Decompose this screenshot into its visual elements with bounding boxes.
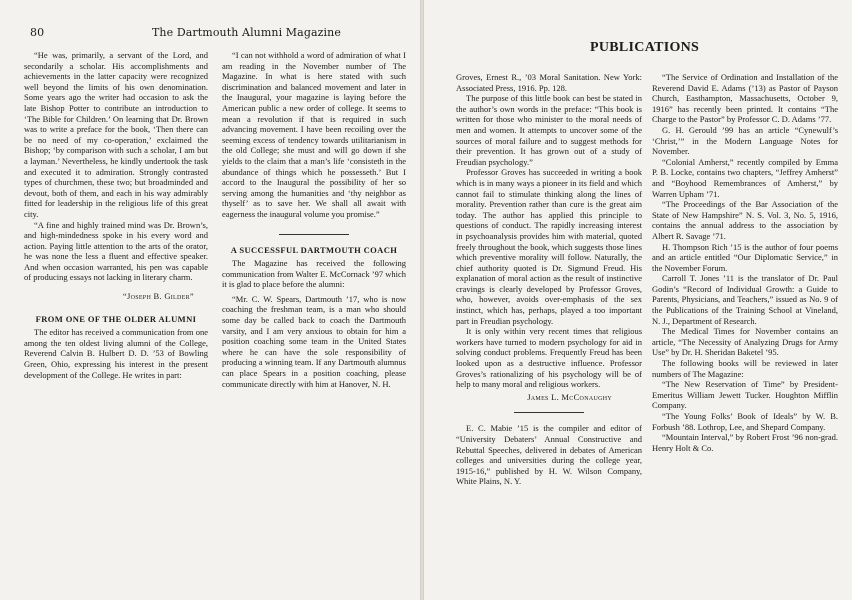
paragraph: “The Service of Ordination and Installation of the Reverend David E. Adams (’13) as Pastor of Payson Church, Easthampton, Massachusetts, October 9, 1916” has recently been printed. It contains “The Charge to the Pastor” by Professor C. D. Adams ’77.	[652, 72, 838, 125]
left-column-1	[24, 50, 208, 380]
right-page	[424, 0, 852, 600]
paragraph: The purpose of this little book can best be stated in the author’s own words in the preface: “This book is written for those who minister to the moral needs of men and women. It attempts to uncover some of the sources of moral failure and to suggest methods for their prevention. It has grown out of a study of Freudian psychology.”	[456, 93, 642, 167]
paragraph: “Mr. C. W. Spears, Dartmouth ’17, who is now coaching the freshman team, is a man who should some day be called back to coach the Dartmouth varsity, and I am very anxious to obtain for him a position coaching some team in the United States where he can have the sole responsibility of producing a winning team. If any Dartmouth alumnus can place Spears in a position coaching, please communicate directly with him at Hanover, N. H.	[222, 293, 406, 389]
book-citation: Groves, Ernest R., ’03 Moral Sanitation. New York: Associated Press, 1916. Pp. 128.	[456, 72, 642, 93]
paragraph: “Colonial Amherst,” recently compiled by Emma P. B. Locke, contains two chapters, “Jeffrey Amherst” and “Boyhood Remembrances of Amherst,” by Warren Upham ’71.	[652, 156, 838, 199]
paragraph: Carroll T. Jones ’11 is the translator of Dr. Paul Godin’s “Record of Individual Growth: a Guide to Parents, Physicians, and Teachers,” issued as No. 9 of the Publications of the Training School at Vineland, N. J., Department of Research.	[652, 273, 838, 326]
page-number: 80	[30, 26, 45, 39]
paragraph: It is only within very recent times that religious workers have turned to modern psychology for aid in solving conduct problems. Frequently Freud has been looked upon as a destructive influence. Professor Groves’s rationalizing of his psychology will be of help to many moral and religious workers.	[456, 326, 642, 390]
signature: “Joseph B. Gilder”	[122, 291, 194, 302]
book-listing: “Mountain Interval,” by Robert Frost ’96 non-grad. Henry Holt & Co.	[652, 432, 838, 453]
paragraph: The Medical Times for November contains an article, “The Necessity of Analyzing Drugs for Army Use” by Dr. H. Sheridan Baketel ’95.	[652, 326, 838, 358]
paragraph: The Magazine has received the following communication from Walter E. McCornack ’97 which it is glad to place before the alumni:	[222, 258, 406, 290]
section-title: PUBLICATIONS	[590, 40, 700, 55]
left-column-2	[222, 50, 406, 389]
paragraph: “I can not withhold a word of admiration of what I am reading in the November number of The Magazine. In what is here stated with such discrimination and balanced movement and later in the Inaugural, your magazine is laying before the American public a new order of college. It seems to mean a revolution if that is required in such advancing movement. I have been recoiling over the seeming excess of tendency towards utilitarianism in the old College; she must and will go down if she yields to the claim that a man’s life ‘consisteth in the abundance of things which he possesseth.’ But I accord to the Inaugural the possibility of her so serving among the humanities and ‘thy neighbor as thyself’ as to save her. We shall all await with eagerness the inaugural volume you promise.”	[222, 50, 406, 219]
right-column-1	[456, 72, 642, 487]
paragraph: Professor Groves has succeeded in writing a book which is in many ways a pioneer in its field and which cannot fail to stimulate thinking along the lines of morality. Prevention rather than cure is the great aim today. The author has applied this principle to questions of conduct. The rapidly increasing interest in psychoanalysis provides him with material, quoted freely throughout the book, which suggests those lines which preventive morality will follow. Naturally, the chief authority quoted is Dr. Sigmund Freud. His explanation of moral action as the result of instinctive cravings is clearly developed by Professor Groves, who, however, avoids over-emphasis of the sex instinct, which has, perhaps, played a too important part in Freudian psychology.	[456, 167, 642, 326]
divider	[514, 412, 584, 413]
section-heading: FROM ONE OF THE OLDER ALUMNI	[35, 313, 197, 324]
paragraph: “The Proceedings of the Bar Association of the State of New Hampshire” N. S. Vol. 3, No. 5, 1916, contains the annual address to the association by Albert R. Savage ’71.	[652, 199, 838, 241]
paragraph: E. C. Mabie ’15 is the compiler and editor of “University Debaters’ Annual Constructive and Rebuttal Speeches, delivered in debates of American colleges and universities during the college year, 1915-16,” published by H. W. Wilson Company, White Plains, N. Y.	[456, 423, 642, 487]
running-head: The Dartmouth Alumni Magazine	[152, 26, 341, 39]
section-heading: A SUCCESSFUL DARTMOUTH COACH	[230, 244, 398, 255]
paragraph: The following books will be reviewed in later numbers of The Magazine:	[652, 358, 838, 379]
paragraph: “He was, primarily, a servant of the Lord, and secondarily a scholar. His accomplishments and achievements in the latter capacity were recognized well beyond the limits of his own denomination. Some years ago the writer had occasion to ask the late Bishop Potter to contribute an introduction to ‘The Bible for Children.’ On learning that Dr. Brown was to write a preface for the book, ‘Then there can be no need of my co-operation,’ exclaimed the Bishop; ‘by comparison with such a scholar, I am but a layman.’ Nevertheless, he kindly undertook the task and executed it to admiration. Strongly contrasted types of churchmen, these two; but broadminded and devout, both of them, and each in his way admirably fitted for leadership in the religious life of this great city.	[24, 50, 208, 219]
left-page	[0, 0, 420, 600]
paragraph: “A fine and highly trained mind was Dr. Brown’s, and high-mindedness spoke in his every word and action. Paying little attention to the arts of the orator, he was none the less a fluent and effective speaker. And when occasion warranted, his pen was capable of producing essays not lacking in literary charm.	[24, 219, 208, 283]
book-listing: “The New Reservation of Time” by President-Emeritus William Jewett Tucker. Houghton Mifflin Company.	[652, 379, 838, 411]
divider	[279, 234, 349, 235]
right-column-2	[652, 72, 838, 453]
book-listing: “The Young Folks’ Book of Ideals” by W. B. Forbush ’88. Lothrop, Lee, and Shepard Company.	[652, 411, 838, 432]
paragraph: The editor has received a communication from one among the ten oldest living alumni of the College, Reverend Calvin B. Hulbert D. D. ’53 of Bowling Green, Ohio, expressing his interest in the present development of the College. He writes in part:	[24, 327, 208, 380]
paragraph: H. Thompson Rich ’15 is the author of four poems and an article entitled “Our Diplomatic Service,” in the November Forum.	[652, 241, 838, 273]
paragraph: G. H. Gerould ’99 has an article “Cynewulf’s ‘Christ,’” in the Modern Language Notes for November.	[652, 124, 838, 157]
signature: James L. McConaughy	[527, 391, 612, 402]
